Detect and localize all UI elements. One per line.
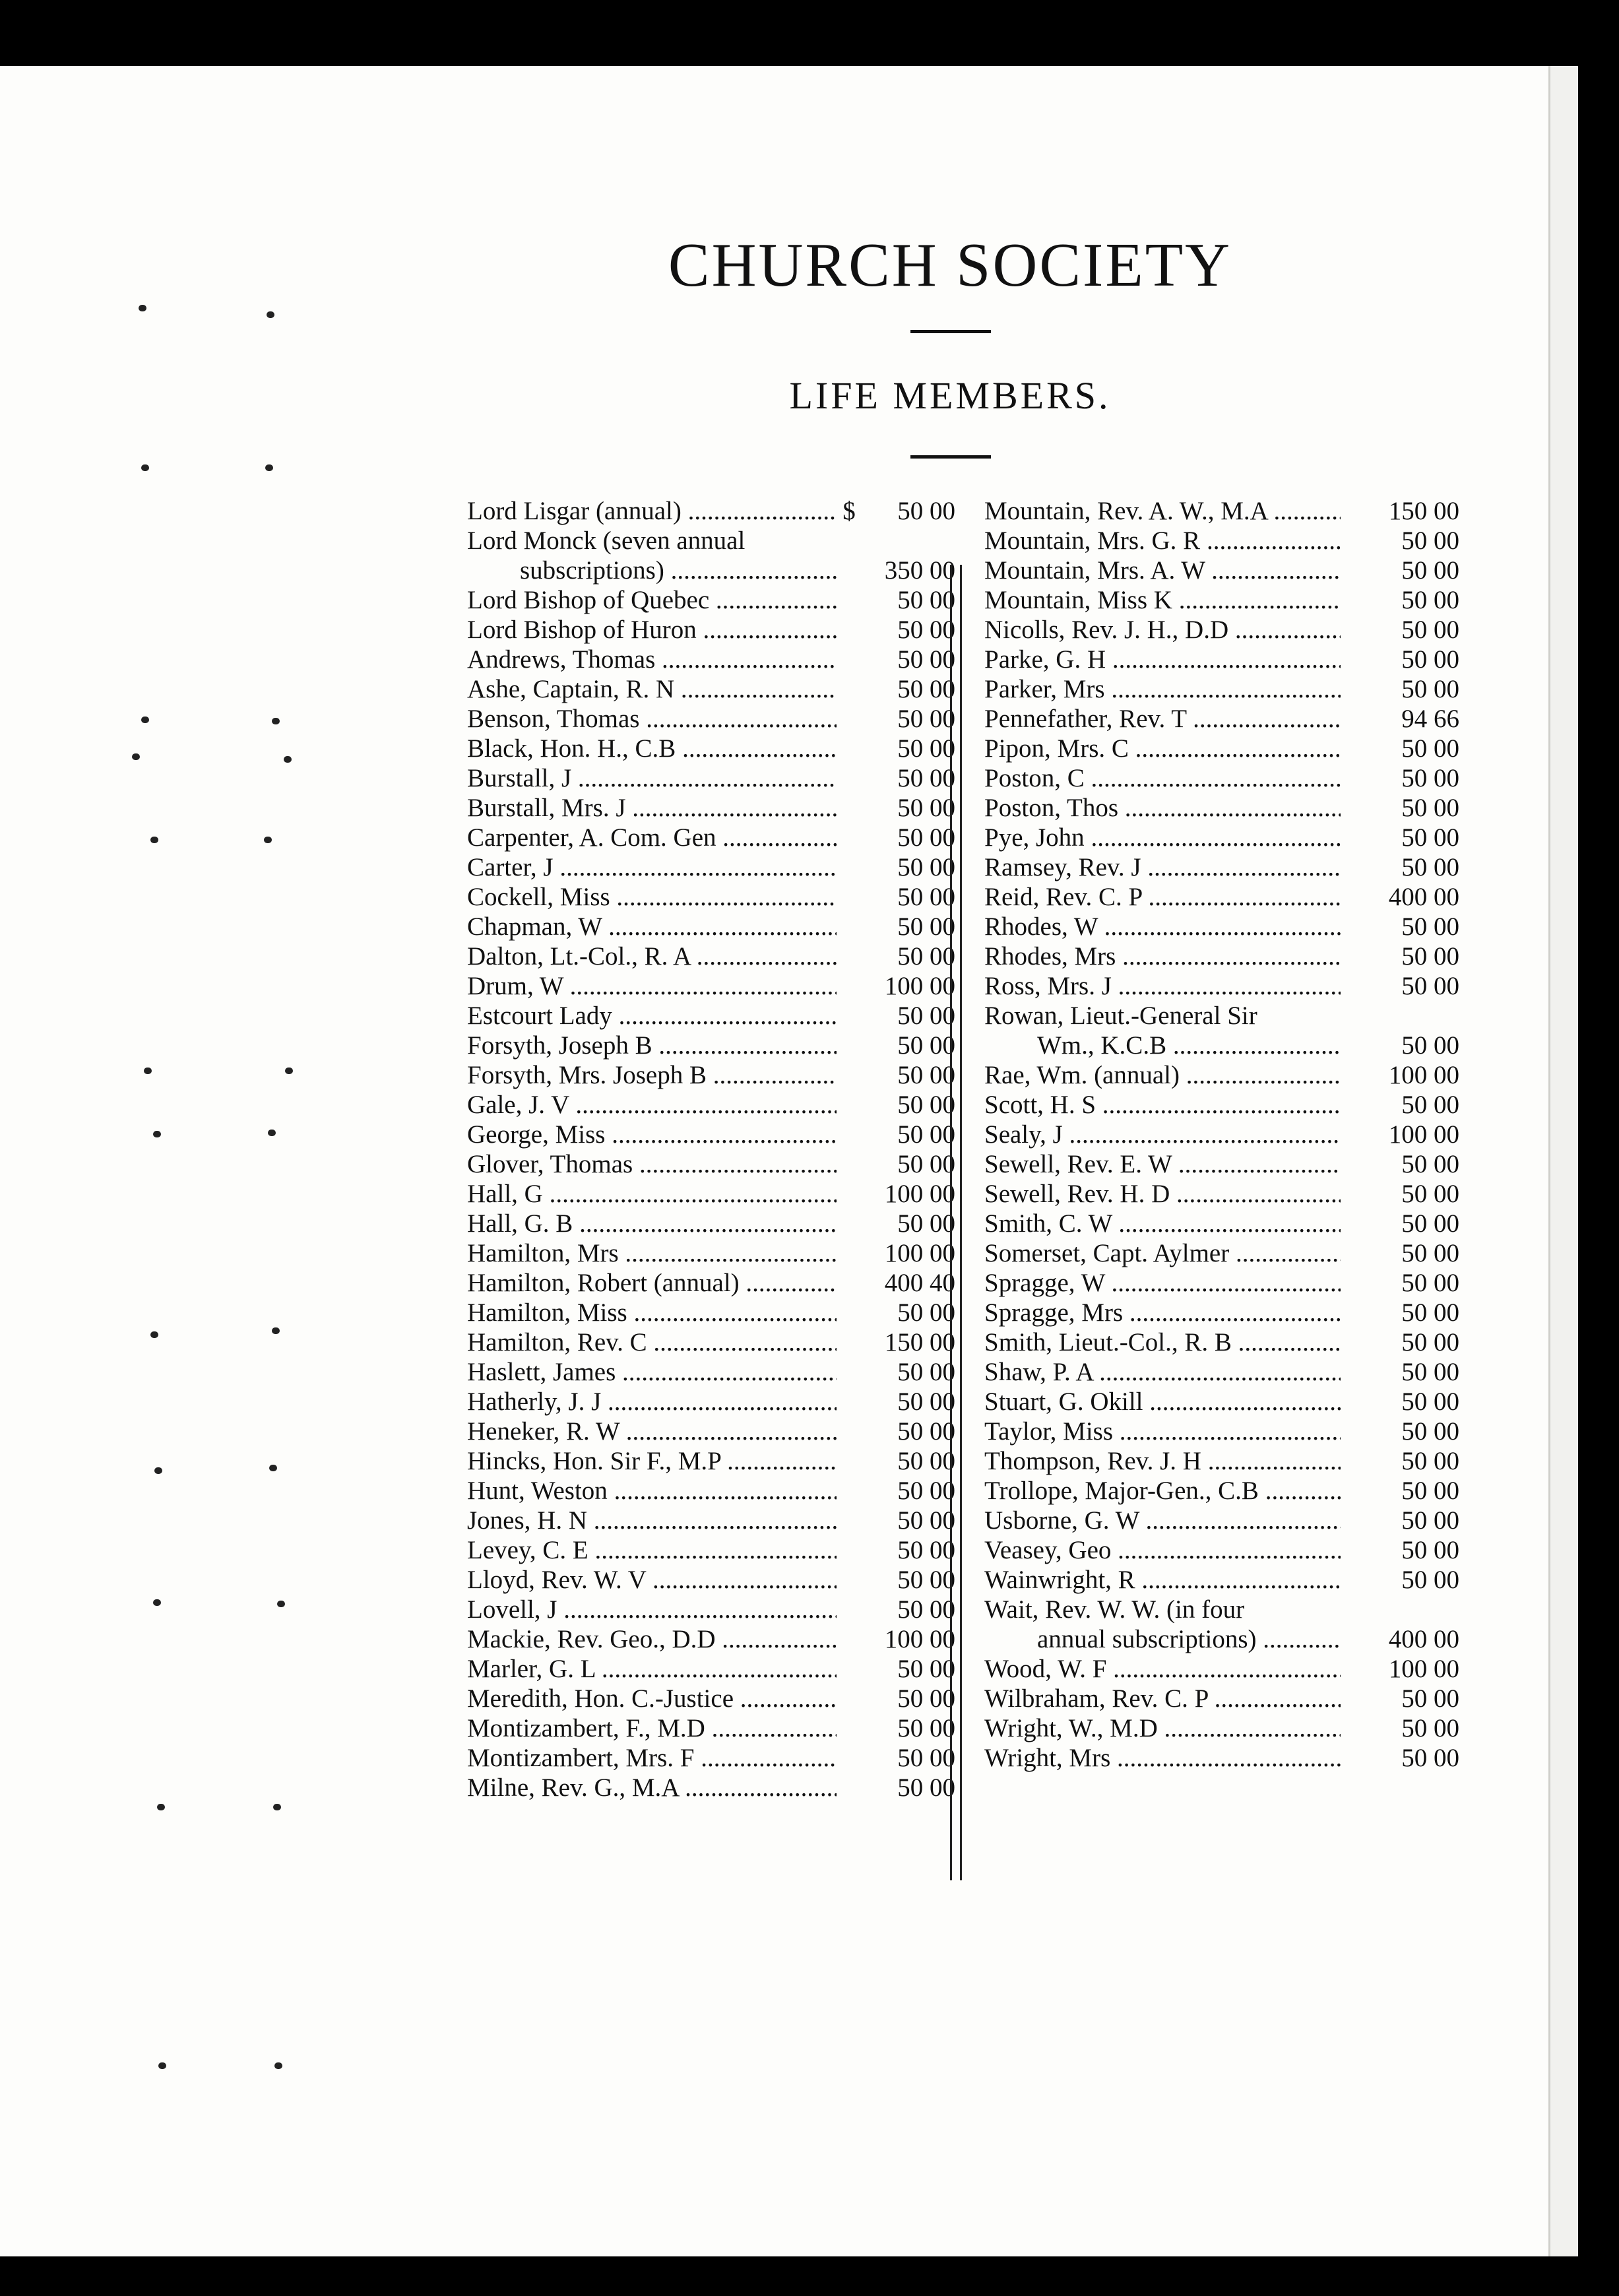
member-entry (984, 1743, 1459, 1773)
page-title: CHURCH SOCIETY (668, 231, 1232, 300)
member-entry (984, 1090, 1459, 1120)
member-name: Lord Bishop of Quebec ..... (467, 585, 837, 615)
member-name: Dalton, Lt.-Col., R. A ..... (467, 941, 837, 971)
member-amount: 50 00 (897, 1120, 955, 1149)
member-name: annual subscriptions) ..... (1037, 1624, 1341, 1654)
member-name: Chapman, W ..... (467, 912, 837, 941)
member-name: Hatherly, J. J ..... (467, 1387, 837, 1417)
member-amount: 50 00 (1401, 1447, 1459, 1475)
member-name: Thompson, Rev. J. H ..... (984, 1446, 1341, 1476)
member-name: Scott, H. S ..... (984, 1090, 1341, 1120)
member-entry (984, 1535, 1459, 1565)
member-entry (467, 1624, 955, 1654)
member-entry (984, 1713, 1459, 1743)
member-name: Lord Lisgar (annual) ..... (467, 496, 837, 526)
member-name: Parker, Mrs ..... (984, 674, 1341, 704)
margin-mark (285, 1068, 293, 1074)
member-name: Hamilton, Robert (annual) ..... (467, 1268, 837, 1298)
member-entry (984, 852, 1459, 882)
member-amount: 50 00 (1401, 556, 1459, 585)
member-name: Hamilton, Mrs ..... (467, 1238, 837, 1268)
member-entry (467, 1773, 955, 1802)
member-name: Hall, G ..... (467, 1179, 837, 1209)
member-name: Levey, C. E ..... (467, 1535, 837, 1565)
member-entry (467, 1120, 955, 1149)
member-name: Mountain, Mrs. A. W ..... (984, 556, 1341, 585)
member-name: Milne, Rev. G., M.A ..... (467, 1773, 837, 1802)
member-entry (984, 615, 1459, 645)
member-amount: 50 00 (1401, 1417, 1459, 1446)
member-amount: 50 00 (897, 1209, 955, 1238)
member-entry (467, 1684, 955, 1713)
member-entry (984, 1149, 1459, 1179)
member-entry (467, 1209, 955, 1238)
member-entry (467, 1595, 955, 1624)
margin-mark (132, 753, 140, 760)
member-entry (467, 1238, 955, 1268)
member-amount: 50 00 (897, 1061, 955, 1089)
member-name: Hunt, Weston ..... (467, 1476, 837, 1506)
member-name: Trollope, Major-Gen., C.B ..... (984, 1476, 1341, 1506)
member-name: Poston, Thos ..... (984, 793, 1341, 823)
member-amount: 50 00 (1401, 764, 1459, 792)
member-amount: 50 00 (1401, 1684, 1459, 1713)
member-entry (984, 526, 1459, 556)
member-amount: 50 00 (897, 1358, 955, 1386)
member-name: Nicolls, Rev. J. H., D.D ..... (984, 615, 1341, 645)
member-name: Lloyd, Rev. W. V ..... (467, 1565, 837, 1595)
member-name: Pye, John ..... (984, 823, 1341, 852)
member-name: Estcourt Lady ..... (467, 1001, 837, 1031)
member-entry (467, 852, 955, 882)
member-entry (984, 1031, 1459, 1060)
member-entry (467, 1327, 955, 1357)
member-name: Mackie, Rev. Geo., D.D ..... (467, 1624, 837, 1654)
margin-mark (150, 1331, 158, 1338)
member-entry (984, 882, 1459, 912)
member-amount: 100 00 (1388, 1061, 1459, 1089)
member-entry (984, 1506, 1459, 1535)
member-entry (467, 941, 955, 971)
member-entry (984, 1417, 1459, 1446)
member-name: George, Miss ..... (467, 1120, 837, 1149)
member-amount: 50 00 (1401, 823, 1459, 852)
member-amount: 50 00 (897, 1387, 955, 1416)
member-name: Wilbraham, Rev. C. P ..... (984, 1684, 1341, 1713)
member-amount: 50 00 (1401, 1209, 1459, 1238)
member-amount: 100 00 (1388, 1120, 1459, 1149)
margin-mark (154, 1467, 162, 1474)
member-name: Wm., K.C.B ..... (1037, 1031, 1341, 1060)
member-entry (467, 734, 955, 763)
member-amount: 50 00 (1401, 586, 1459, 614)
member-name: Ramsey, Rev. J ..... (984, 852, 1341, 882)
member-amount: 50 00 (1401, 1387, 1459, 1416)
member-name: Rhodes, W ..... (984, 912, 1341, 941)
member-name: Gale, J. V ..... (467, 1090, 837, 1120)
member-amount: 50 00 (897, 1417, 955, 1446)
member-amount: 94 66 (1401, 705, 1459, 733)
member-amount: 50 00 (897, 1091, 955, 1119)
member-amount: 50 00 (1401, 1091, 1459, 1119)
member-amount: 50 00 (1401, 1358, 1459, 1386)
member-amount: 50 00 (1401, 1031, 1459, 1060)
member-entry (984, 1446, 1459, 1476)
margin-mark (284, 756, 292, 763)
member-amount: 50 00 (1401, 616, 1459, 644)
member-name: Spragge, Mrs ..... (984, 1298, 1341, 1327)
member-name: Carpenter, A. Com. Gen ..... (467, 823, 837, 852)
member-amount: 50 00 (897, 1477, 955, 1505)
member-name: Mountain, Rev. A. W., M.A ..... (984, 496, 1341, 526)
member-amount: 50 00 (1401, 526, 1459, 555)
member-amount: 50 00 (897, 1150, 955, 1178)
member-amount: 100 00 (1388, 1655, 1459, 1683)
member-entry (984, 556, 1459, 585)
member-name: Wright, W., M.D ..... (984, 1713, 1341, 1743)
member-entry (984, 645, 1459, 674)
member-name: Hall, G. B ..... (467, 1209, 837, 1238)
member-entry (984, 971, 1459, 1001)
left-member-column (467, 496, 955, 1802)
member-name: Lovell, J ..... (467, 1595, 837, 1624)
member-name: Rae, Wm. (annual) ..... (984, 1060, 1341, 1090)
member-entry (467, 763, 955, 793)
margin-mark (264, 837, 272, 843)
member-entry (467, 674, 955, 704)
member-amount: 50 00 (897, 1031, 955, 1060)
member-amount: 100 00 (884, 972, 955, 1000)
member-entry (467, 1506, 955, 1535)
member-amount: 150 00 (1388, 497, 1459, 525)
member-entry (984, 1238, 1459, 1268)
member-entry (984, 1624, 1459, 1654)
member-name: Montizambert, F., M.D ..... (467, 1713, 837, 1743)
member-name: Somerset, Capt. Aylmer ..... (984, 1238, 1341, 1268)
member-entry (467, 1357, 955, 1387)
member-amount (837, 526, 955, 556)
member-entry (984, 1654, 1459, 1684)
member-name: Marler, G. L ..... (467, 1654, 837, 1684)
member-name: Pipon, Mrs. C ..... (984, 734, 1341, 763)
member-amount: 50 00 (1401, 912, 1459, 941)
member-entry (467, 1149, 955, 1179)
member-name: Sewell, Rev. E. W ..... (984, 1149, 1341, 1179)
member-entry (467, 793, 955, 823)
member-entry (467, 971, 955, 1001)
member-entry (467, 615, 955, 645)
member-name: Mountain, Mrs. G. R ..... (984, 526, 1341, 556)
member-amount: 50 00 (1401, 1566, 1459, 1594)
member-entry (467, 1654, 955, 1684)
member-amount: 50 00 (897, 823, 955, 852)
member-entry (467, 1179, 955, 1209)
member-entry (467, 496, 955, 526)
member-amount: 50 00 (897, 764, 955, 792)
member-entry (467, 1476, 955, 1506)
right-member-column (984, 496, 1459, 1773)
member-name: Haslett, James ..... (467, 1357, 837, 1387)
member-entry (467, 1713, 955, 1743)
member-entry (467, 882, 955, 912)
member-entry (467, 1060, 955, 1090)
member-name: Taylor, Miss ..... (984, 1417, 1341, 1446)
member-amount: 100 00 (884, 1625, 955, 1653)
member-entry (984, 1476, 1459, 1506)
member-entry (984, 1595, 1459, 1624)
dollar-sign: $ (842, 497, 856, 525)
member-entry (467, 1417, 955, 1446)
member-name: Benson, Thomas ..... (467, 704, 837, 734)
member-name: Lord Monck (seven annual (467, 526, 746, 555)
member-entry (984, 734, 1459, 763)
member-entry (984, 823, 1459, 852)
member-entry (467, 556, 955, 585)
member-amount: 50 00 (1401, 1536, 1459, 1564)
member-entry (467, 1090, 955, 1120)
member-amount: 50 00 (1401, 1506, 1459, 1535)
member-amount: 50 00 (1401, 1298, 1459, 1327)
member-entry (467, 1387, 955, 1417)
member-entry (984, 496, 1459, 526)
member-amount: 50 00 (1401, 942, 1459, 971)
member-amount: 50 00 (1401, 853, 1459, 881)
member-entry (467, 1446, 955, 1476)
member-name: Drum, W ..... (467, 971, 837, 1001)
member-entry (467, 1743, 955, 1773)
member-amount: 50 00 (897, 1447, 955, 1475)
member-name: Smith, Lieut.-Col., R. B ..... (984, 1327, 1341, 1357)
member-name: Spragge, W ..... (984, 1268, 1341, 1298)
margin-mark (265, 464, 273, 471)
member-amount: 100 00 (884, 1180, 955, 1208)
margin-mark (269, 1465, 277, 1471)
member-name: Black, Hon. H., C.B ..... (467, 734, 837, 763)
member-entry (467, 645, 955, 674)
member-name: Poston, C ..... (984, 763, 1341, 793)
margin-mark (268, 1130, 276, 1136)
member-name: Jones, H. N ..... (467, 1506, 837, 1535)
member-name: Ross, Mrs. J ..... (984, 971, 1341, 1001)
member-amount: 100 00 (884, 1239, 955, 1267)
member-amount: 50 00 (897, 616, 955, 644)
page-edge (1548, 66, 1578, 2256)
margin-mark (277, 1601, 285, 1607)
member-amount: 400 40 (884, 1269, 955, 1297)
member-amount: 50 00 (1401, 1477, 1459, 1505)
member-amount: 150 00 (884, 1328, 955, 1356)
member-name: Hincks, Hon. Sir F., M.P ..... (467, 1446, 837, 1476)
margin-mark (158, 2062, 166, 2069)
member-entry (984, 1298, 1459, 1327)
margin-mark (272, 1327, 280, 1334)
member-name: Wait, Rev. W. W. (in four (984, 1595, 1245, 1624)
member-name: Pennefather, Rev. T ..... (984, 704, 1341, 734)
margin-mark (272, 718, 280, 724)
member-amount: 50 00 (897, 1506, 955, 1535)
member-entry (984, 1001, 1459, 1031)
member-name: Forsyth, Mrs. Joseph B ..... (467, 1060, 837, 1090)
section-subtitle: LIFE MEMBERS. (789, 374, 1111, 417)
member-entry (984, 1327, 1459, 1357)
member-name: Forsyth, Joseph B ..... (467, 1031, 837, 1060)
member-name: Reid, Rev. C. P ..... (984, 882, 1341, 912)
member-amount: 50 00 (897, 1595, 955, 1624)
member-amount: 50 00 (1401, 1180, 1459, 1208)
member-amount: 50 00 (1401, 1744, 1459, 1772)
member-name: Wright, Mrs ..... (984, 1743, 1341, 1773)
member-amount: 50 00 (1401, 794, 1459, 822)
member-name: Ashe, Captain, R. N ..... (467, 674, 837, 704)
member-amount: 50 00 (897, 853, 955, 881)
member-entry (984, 793, 1459, 823)
member-name: Veasey, Geo ..... (984, 1535, 1341, 1565)
member-entry (984, 1684, 1459, 1713)
member-entry (467, 526, 955, 556)
member-amount: 400 00 (1388, 1625, 1459, 1653)
member-name: Mountain, Miss K ..... (984, 585, 1341, 615)
member-name: Wood, W. F ..... (984, 1654, 1341, 1684)
column-separator (950, 565, 962, 1880)
member-amount: 50 00 (1401, 1269, 1459, 1297)
member-name: Usborne, G. W ..... (984, 1506, 1341, 1535)
member-amount: 50 00 (897, 912, 955, 941)
member-name: Lord Bishop of Huron ..... (467, 615, 837, 645)
member-amount: 350 00 (884, 556, 955, 585)
member-name: Montizambert, Mrs. F ..... (467, 1743, 837, 1773)
member-name: Smith, C. W ..... (984, 1209, 1341, 1238)
document-page (0, 66, 1578, 2256)
member-entry (984, 1565, 1459, 1595)
member-name: Rowan, Lieut.-General Sir (984, 1002, 1257, 1030)
member-amount: 50 00 (897, 734, 955, 763)
member-entry (984, 941, 1459, 971)
member-amount (1341, 1001, 1459, 1031)
member-entry (984, 1357, 1459, 1387)
member-amount: 50 00 (897, 1773, 955, 1802)
member-entry (984, 1179, 1459, 1209)
member-entry (467, 1001, 955, 1031)
member-name: Burstall, Mrs. J ..... (467, 793, 837, 823)
margin-mark (141, 717, 149, 723)
member-name: Sealy, J ..... (984, 1120, 1341, 1149)
margin-mark (267, 311, 274, 318)
margin-mark (274, 2062, 282, 2069)
member-name: Hamilton, Miss ..... (467, 1298, 837, 1327)
member-entry (984, 1060, 1459, 1090)
member-amount: 50 00 (897, 1714, 955, 1742)
member-entry (984, 1387, 1459, 1417)
member-entry (984, 912, 1459, 941)
margin-mark (153, 1131, 161, 1137)
member-entry (467, 912, 955, 941)
member-amount: 50 00 (1401, 1714, 1459, 1742)
member-name: Shaw, P. A ..... (984, 1357, 1341, 1387)
member-name: Glover, Thomas ..... (467, 1149, 837, 1179)
member-amount: 50 00 (897, 1536, 955, 1564)
member-entry (467, 704, 955, 734)
member-entry (467, 1268, 955, 1298)
member-name: Parke, G. H ..... (984, 645, 1341, 674)
member-amount: 50 00 (897, 1002, 955, 1030)
member-name: Rhodes, Mrs ..... (984, 941, 1341, 971)
member-name: subscriptions) ..... (520, 556, 837, 585)
member-amount: 50 00 (897, 497, 955, 525)
member-amount: 50 00 (1401, 645, 1459, 674)
member-amount: 50 00 (897, 1655, 955, 1683)
member-entry (984, 674, 1459, 704)
member-entry (467, 1031, 955, 1060)
member-amount: 50 00 (897, 705, 955, 733)
member-entry (467, 1535, 955, 1565)
member-entry (984, 1209, 1459, 1238)
member-amount: 50 00 (897, 645, 955, 674)
margin-mark (150, 837, 158, 843)
member-name: Burstall, J ..... (467, 763, 837, 793)
member-name: Meredith, Hon. C.-Justice ..... (467, 1684, 837, 1713)
margin-mark (273, 1804, 281, 1810)
member-name: Wainwright, R ..... (984, 1565, 1341, 1595)
member-amount: 50 00 (897, 794, 955, 822)
member-name: Sewell, Rev. H. D ..... (984, 1179, 1341, 1209)
member-name: Hamilton, Rev. C ..... (467, 1327, 837, 1357)
member-name: Stuart, G. Okill ..... (984, 1387, 1341, 1417)
member-name: Cockell, Miss ..... (467, 882, 837, 912)
member-entry (984, 1120, 1459, 1149)
member-amount: 50 00 (1401, 1328, 1459, 1356)
member-amount: 50 00 (897, 1566, 955, 1594)
member-amount: 50 00 (897, 883, 955, 911)
member-amount: 50 00 (897, 942, 955, 971)
member-amount: 50 00 (1401, 1150, 1459, 1178)
member-amount: 50 00 (897, 1684, 955, 1713)
margin-mark (141, 464, 149, 471)
member-entry (467, 823, 955, 852)
margin-mark (157, 1804, 165, 1810)
member-amount: 400 00 (1388, 883, 1459, 911)
member-entry (467, 1298, 955, 1327)
member-amount: 50 00 (1401, 734, 1459, 763)
member-amount: 50 00 (1401, 972, 1459, 1000)
member-amount: 50 00 (1401, 675, 1459, 703)
member-entry (984, 763, 1459, 793)
title-rule (910, 330, 991, 333)
margin-mark (139, 305, 146, 311)
margin-mark (144, 1068, 152, 1074)
subtitle-rule (910, 455, 991, 459)
margin-mark (153, 1599, 161, 1606)
member-entry (984, 585, 1459, 615)
member-amount: 50 00 (1401, 1239, 1459, 1267)
member-amount: 50 00 (897, 586, 955, 614)
member-entry (984, 704, 1459, 734)
member-name: Heneker, R. W ..... (467, 1417, 837, 1446)
member-entry (467, 1565, 955, 1595)
member-amount: 50 00 (897, 675, 955, 703)
member-name: Andrews, Thomas ..... (467, 645, 837, 674)
member-amount: 50 00 (897, 1744, 955, 1772)
member-name: Carter, J ..... (467, 852, 837, 882)
member-entry (984, 1268, 1459, 1298)
member-amount: 50 00 (897, 1298, 955, 1327)
member-entry (467, 585, 955, 615)
member-amount (1341, 1595, 1459, 1624)
